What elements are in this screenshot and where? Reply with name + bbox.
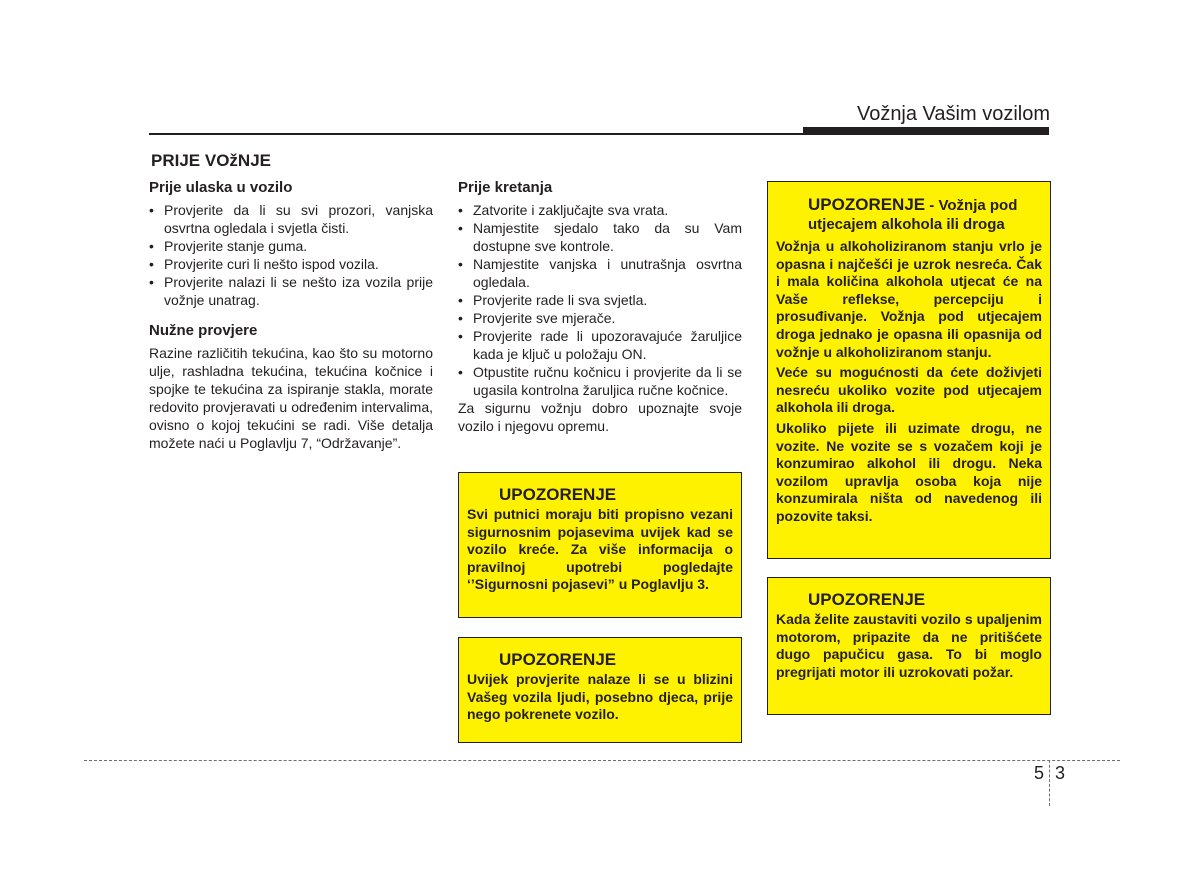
subheading-before-entering: Prije ulaska u vozilo <box>149 179 293 196</box>
list-item: • Otpustite ručnu kočnicu i provjerite da li se ugasila kontrolna žaruljica ručne kočnice. <box>458 363 742 399</box>
warning-text: Kada želite zaustaviti vozilo s upaljenim motorom, pripazite da ne pritišćete dugo papučicu gasa. To bi moglo pregrijati motor ili uzrokovati požar. <box>776 611 1042 680</box>
column-left <box>149 178 433 452</box>
page-number: 3 <box>1055 763 1066 783</box>
list-item: • Provjerite da li su svi prozori, vanjska osvrtna ogledala i svjetla čisti. <box>149 201 433 237</box>
checklist-before-entering <box>149 201 433 309</box>
section-title: PRIJE VOžNJE <box>151 151 271 170</box>
warning-box-idling-engine <box>767 577 1051 715</box>
warning-box-seatbelts <box>458 472 742 618</box>
header-rule-accent <box>803 127 1049 135</box>
warning-title: UPOZORENJE <box>499 650 617 669</box>
list-item: • Namjestite vanjska i unutrašnja osvrtna ogledala. <box>458 255 742 291</box>
list-item: • Provjerite stanje guma. <box>149 237 433 255</box>
list-item: • Provjerite rade li sva svjetla. <box>458 291 742 309</box>
paragraph-safe-driving: Za sigurnu vožnju dobro upoznajte svoje vozilo i njegovu opremu. <box>458 400 742 434</box>
list-item: • Provjerite sve mjerače. <box>458 309 742 327</box>
list-item: • Namjestite sjedalo tako da su Vam dostupne sve kontrole. <box>458 219 742 255</box>
warning-title <box>808 196 1042 234</box>
warning-text: Veće su mogućnosti da ćete doživjeti nesreću ukoliko vozite pod utjecajem alkohola ili droga. <box>776 364 1042 416</box>
list-item: • Provjerite rade li upozoravajuće žaruljice kada je ključ u položaju ON. <box>458 327 742 363</box>
warning-text: Ukoliko pijete ili uzimate drogu, ne vozite. Ne vozite se s vozačem koji je konzumirao alkohol ili drogu. Neka vozilom upravlja osoba koja nije konzumirala ništa od navedenog ili pozovite taksi. <box>776 419 1042 524</box>
warning-box-alcohol-drugs <box>767 181 1051 559</box>
checklist-before-starting <box>458 201 742 399</box>
list-item: • Zatvorite i zaključajte sva vrata. <box>458 201 742 219</box>
column-middle <box>458 178 742 435</box>
warning-title: UPOZORENJE <box>499 485 617 504</box>
warning-title-subtitle: - Vožnja pod utjecajem alkohola ili droga <box>808 197 1018 233</box>
warning-text: Vožnja u alkoholiziranom stanju vrlo je opasna i najčešći je uzrok nesreća. Čak i mala količina alkohola utjecat će na Vaše reflekse, percepciju i prosuđivanje. Vožnja pod utjecajem droga jednako je opasna ili opasnija od vožnje u alkoholiziranom stanju. <box>776 238 1042 360</box>
warning-text: Svi putnici moraju biti propisno vezani sigurnosnim pojasevima uvijek kad se vozilo kreće. Za više informacija o pravilnoj upotrebi pogledajte ‘’Sigurnosni pojasevi” u Poglavlju 3. <box>467 506 733 593</box>
chapter-header-title: Vožnja Vašim vozilom <box>856 103 1050 125</box>
list-item: • Provjerite curi li nešto ispod vozila. <box>149 255 433 273</box>
subheading-necessary-checks: Nužne provjere <box>149 322 258 339</box>
subheading-before-starting: Prije kretanja <box>458 179 553 196</box>
page-number-divider <box>1049 760 1050 806</box>
page-chapter-number: 5 <box>1034 763 1045 783</box>
footer-divider <box>84 760 1120 761</box>
warning-text: Uvijek provjerite nalaze li se u blizini Vašeg vozila ljudi, posebno djeca, prije nego pokrenete vozilo. <box>467 671 733 723</box>
list-item: • Provjerite nalazi li se nešto iza vozila prije vožnje unatrag. <box>149 273 433 309</box>
warning-title: UPOZORENJE <box>808 590 926 609</box>
paragraph-necessary-checks: Razine različitih tekućina, kao što su motorno ulje, rashladna tekućina, tekućina kočnice i spojke te tekućina za ispiranje stakla, morate redovito provjeravati u određenim intervalima, ovisno o kojoj tekućini se radi. Više detalja možete naći u Poglavlju 7, “Održavanje”. <box>149 345 433 451</box>
warning-title-label: UPOZORENJE <box>808 195 926 214</box>
warning-box-people-nearby <box>458 637 742 743</box>
